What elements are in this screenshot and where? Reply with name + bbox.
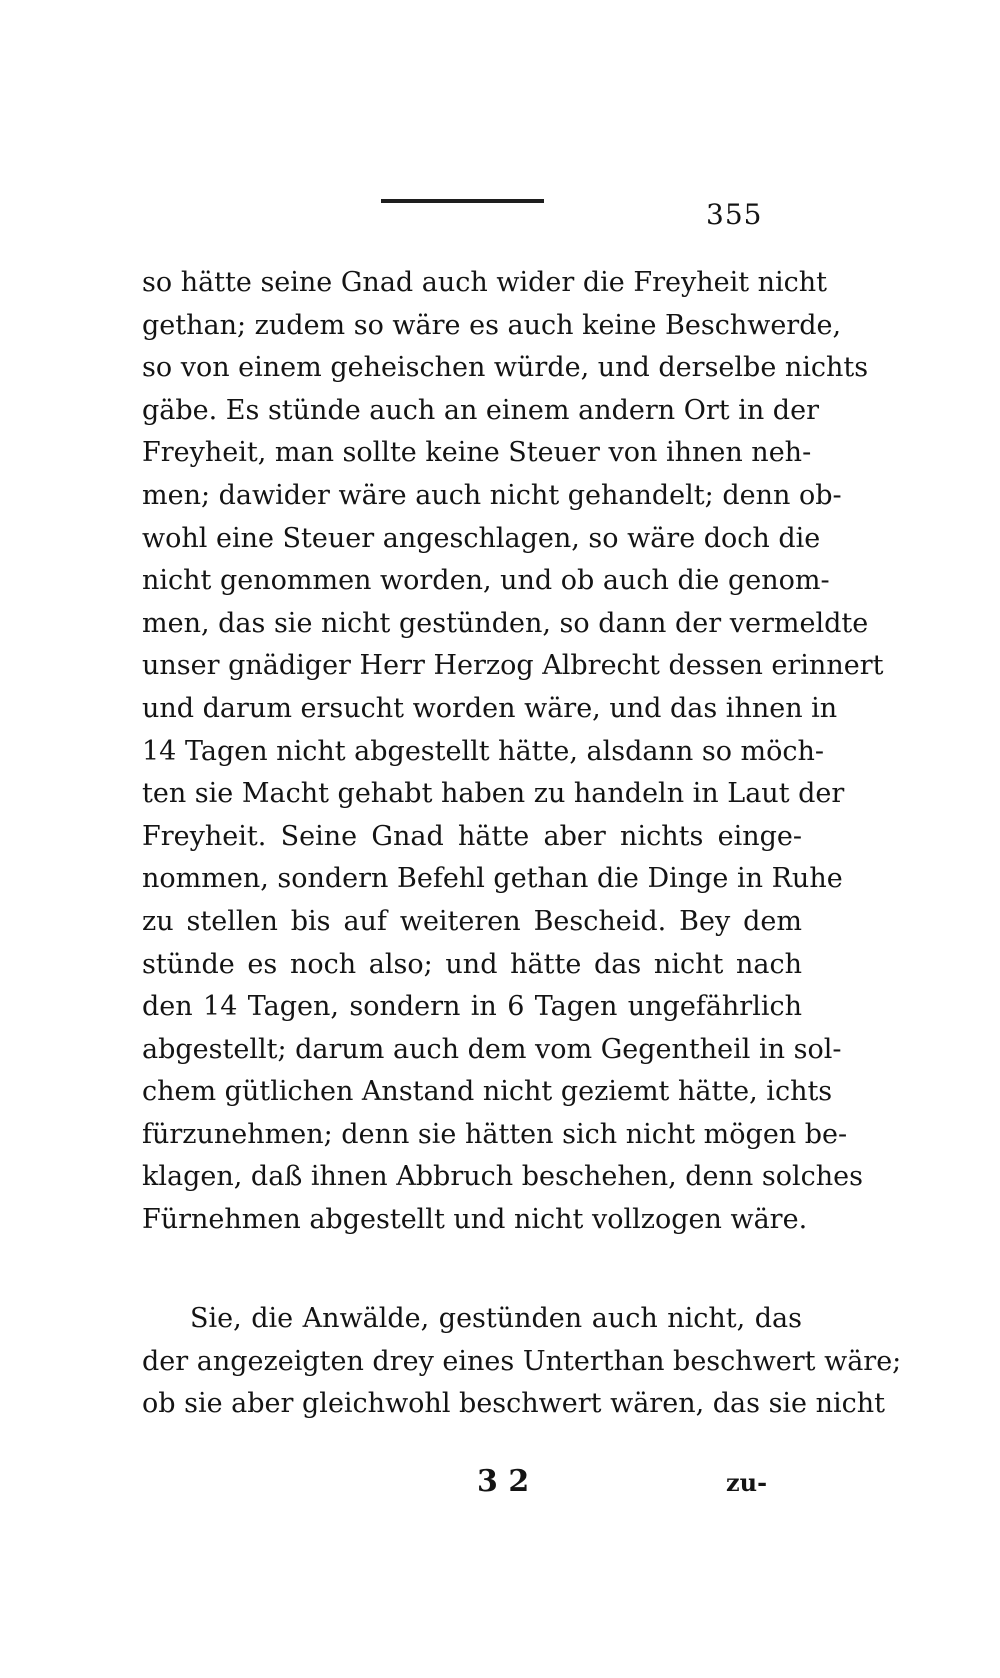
text-line: Sie, die Anwälde, gestünden auch nicht, das <box>190 1303 802 1334</box>
text-line: Freyheit, man sollte keine Steuer von ihnen neh- <box>142 437 812 469</box>
text-line: Freyheit. Seine Gnad hätte aber nichts einge- <box>142 820 802 852</box>
paragraph-two <box>142 1298 902 1426</box>
text-line: nommen, sondern Befehl gethan die Dinge in Ruhe <box>142 863 843 895</box>
page-number: 355 <box>706 198 763 231</box>
text-line: men; dawider wäre auch nicht gehandelt; denn ob- <box>142 479 842 511</box>
text-line: den 14 Tagen, sondern in 6 Tagen ungefährlich <box>142 991 802 1023</box>
text-line: ten sie Macht gehabt haben zu handeln in Laut der <box>142 778 845 810</box>
text-line: so hätte seine Gnad auch wider die Freyheit nicht <box>142 267 828 298</box>
text-line: Fürnehmen abgestellt und nicht vollzogen wäre. <box>142 1204 808 1236</box>
text-line: gäbe. Es stünde auch an einem andern Ort in der <box>142 394 819 426</box>
signature-mark: 3 2 <box>477 1464 530 1499</box>
text-line: abgestellt; darum auch dem vom Gegentheil in sol- <box>142 1033 842 1065</box>
text-line: wohl eine Steuer angeschlagen, so wäre doch die <box>142 522 821 554</box>
text-line: chem gütlichen Anstand nicht geziemt hätte, ichts <box>142 1076 833 1108</box>
text-line: und darum ersucht worden wäre, und das ihnen in <box>142 692 838 724</box>
text-line: klagen, daß ihnen Abbruch beschehen, denn solches <box>142 1161 863 1193</box>
text-line: stünde es noch also; und hätte das nicht nach <box>142 948 802 980</box>
text-line: gethan; zudem so wäre es auch keine Beschwerde, <box>142 309 842 341</box>
text-line: zu stellen bis auf weiteren Bescheid. Bey dem <box>142 905 802 937</box>
text-line: unser gnädiger Herr Herzog Albrecht dessen erinnert <box>142 650 884 682</box>
text-line: men, das sie nicht gestünden, so dann der vermeldte <box>142 607 869 639</box>
text-line: 14 Tagen nicht abgestellt hätte, alsdann so möch- <box>142 735 825 767</box>
text-line: fürzunehmen; denn sie hätten sich nicht mögen be- <box>142 1118 848 1150</box>
text-line: ob sie aber gleichwohl beschwert wären, das sie nicht <box>142 1388 886 1420</box>
header-rule <box>381 199 544 203</box>
text-line: so von einem geheischen würde, und derselbe nichts <box>142 352 869 384</box>
paragraph-one <box>142 262 884 1242</box>
catchword: zu- <box>726 1468 768 1497</box>
text-line: der angezeigten drey eines Unterthan beschwert wäre; <box>142 1345 902 1377</box>
text-line: nicht genommen worden, und ob auch die genom- <box>142 565 830 597</box>
